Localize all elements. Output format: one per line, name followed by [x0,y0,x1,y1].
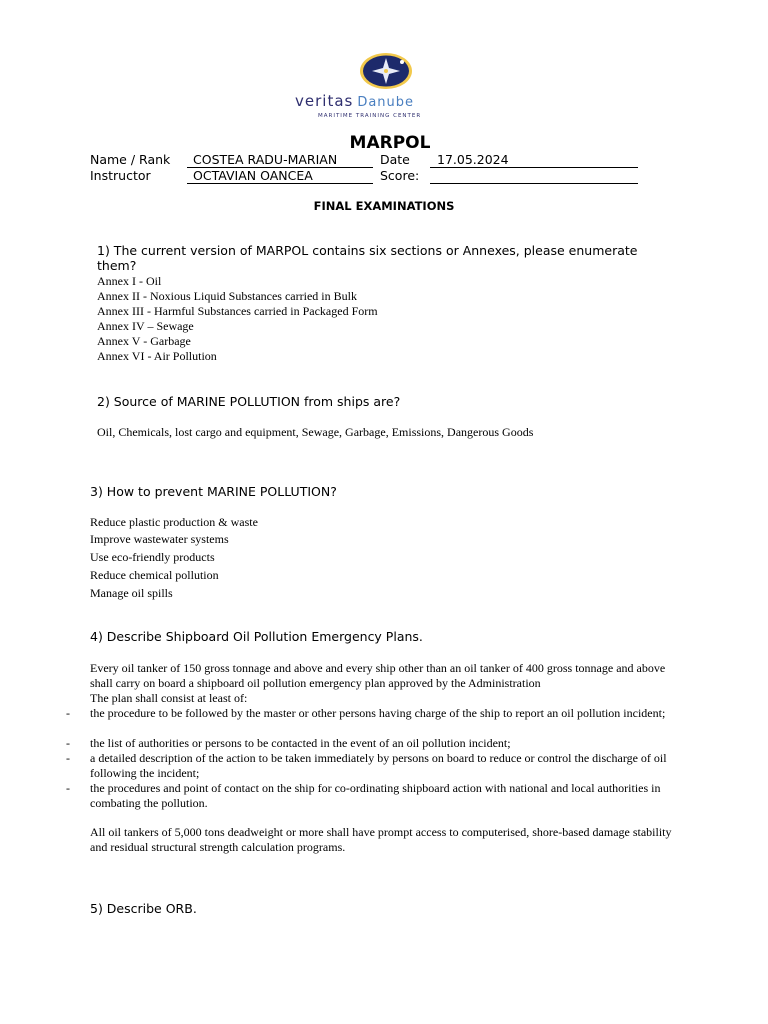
document-title: MARPOL [349,133,431,153]
question-2: 2) Source of MARINE POLLUTION from ships are? [97,394,401,409]
q4-plan-lead: The plan shall consist at least of: [90,691,248,705]
q4-plan-item: the procedures and point of contact on the ship for co-ordinating shipboard action with national and local authorities in combating the pollution. [90,781,661,810]
name-rank-value: COSTEA RADU-MARIAN [193,152,338,167]
bullet-dash: - [66,751,70,765]
instructor-field [187,168,373,184]
compass-star-icon [358,52,418,92]
logo-subtitle: MARITIME TRAINING CENTER [318,113,422,119]
q3-answer-item: Reduce plastic production & waste [90,515,258,529]
q4-plan-item: the procedure to be followed by the master or other persons having charge of the ship to report an oil pollution incident; [90,706,666,720]
q4-intro: Every oil tanker of 150 gross tonnage and above and every ship other than an oil tanker of 400 gross tonnage and above shall carry on board a shipboard oil pollution emergency plan approved by the Administration [90,661,666,690]
bullet-dash: - [66,706,70,720]
q1-answer-item: Annex VI - Air Pollution [97,349,217,363]
bullet-dash: - [66,781,70,795]
score-field [430,168,638,184]
date-label: Date [380,152,410,167]
q1-answer-item: Annex V - Garbage [97,334,191,348]
q3-answer-item: Improve wastewater systems [90,532,229,546]
q4-closing: All oil tankers of 5,000 tons deadweight or more shall have prompt access to computerised, shore-based damage stability and residual structural strength calculation programs. [90,825,672,854]
q3-answer-item: Manage oil spills [90,586,173,600]
q1-answer-item: Annex IV – Sewage [97,319,194,333]
name-rank-field [187,152,373,168]
score-label: Score: [380,168,420,183]
q1-answer-item: Annex III - Harmful Substances carried in Packaged Form [97,304,378,318]
question-4: 4) Describe Shipboard Oil Pollution Emergency Plans. [90,629,423,644]
question-3: 3) How to prevent MARINE POLLUTION? [90,484,337,499]
bullet-dash: - [66,736,70,750]
name-rank-label: Name / Rank [90,152,171,167]
q4-plan-item: the list of authorities or persons to be contacted in the event of an oil pollution incident; [90,736,511,750]
q3-answer-item: Reduce chemical pollution [90,568,219,582]
q1-answer-item: Annex I - Oil [97,274,162,288]
instructor-label: Instructor [90,168,151,183]
question-5: 5) Describe ORB. [90,901,197,916]
question-1: 1) The current version of MARPOL contains six sections or Annexes, please enumerate them? [97,243,638,273]
q2-answer: Oil, Chemicals, lost cargo and equipment, Sewage, Garbage, Emissions, Dangerous Goods [97,425,534,439]
instructor-value: OCTAVIAN OANCEA [193,168,313,183]
date-field [430,152,638,168]
q1-answer-item: Annex II - Noxious Liquid Substances carried in Bulk [97,289,357,303]
logo-wordmark-danube: Danube [357,95,415,110]
logo-wordmark: veritas Danube [295,92,415,110]
exam-subtitle: FINAL EXAMINATIONS [313,199,455,213]
date-value: 17.05.2024 [437,152,509,167]
q3-answer-item: Use eco-friendly products [90,550,215,564]
q4-plan-item: a detailed description of the action to be taken immediately by persons on board to reduce or control the discharge of oil following the incident; [90,751,667,780]
veritas-danube-logo [290,52,490,122]
